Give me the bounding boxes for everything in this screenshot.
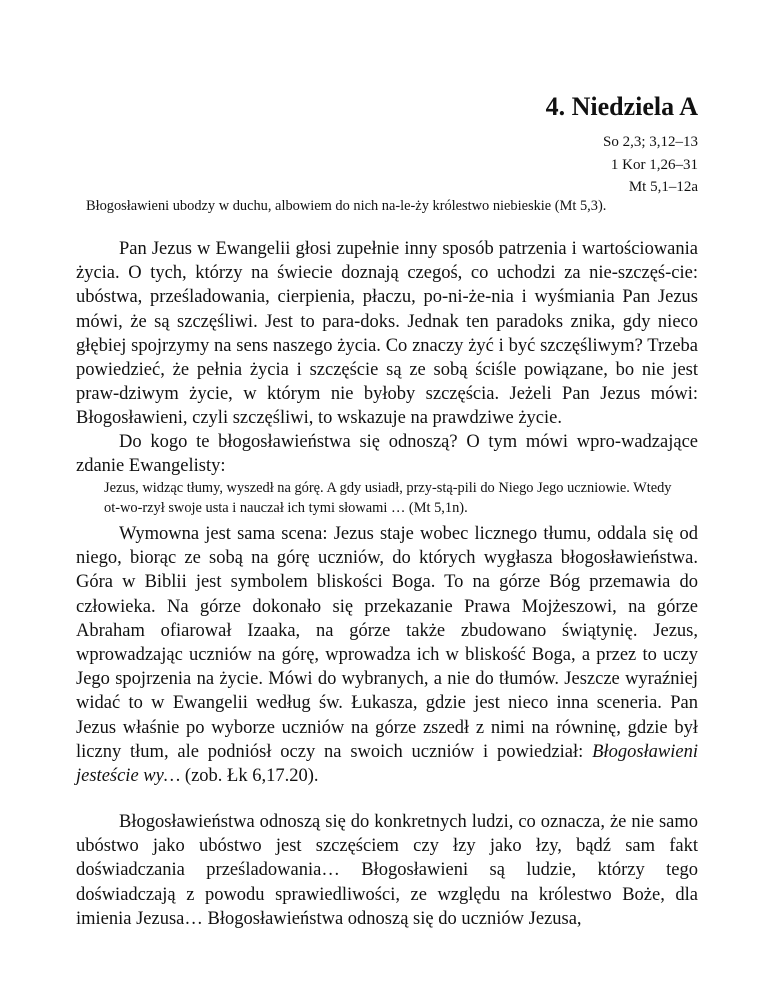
paragraph-3 <box>76 522 698 788</box>
paragraph-3-text: Wymowna jest sama scena: Jezus staje wobec licznego tłumu, oddala się od niego, biorąc ze sobą na górę uczniów, do których wygłasza błogosławieństwa. Góra w Biblii jest symbolem bliskości Boga. To na górze Bóg przemawia do człowieka. Na górze dokonało się przekazanie Prawa Mojżeszowi, na górze Abraham ofiarował Izaaka, na górze także zbudowano świątynię. Jezus, wprowadzając uczniów na górę, wprowadza ich w bliskość Boga, a przez to uczy Jego spojrzenia na życie. Mówi do wybranych, a nie do tłumów. Jeszcze wyraźniej widać to w Ewangelii według św. Łukasza, gdzie jest nieco inna sceneria. Pan Jezus właśnie po wyborze uczniów na górze zszedł z nimi na równinę, gdzie był liczny tłum, ale podniósł oczy na swoich uczniów i powiedział: <box>76 524 698 762</box>
motto-quote: Błogosławieni ubodzy w duchu, albowiem do nich na-le-ży królestwo niebieskie (Mt 5,3). <box>86 198 607 214</box>
paragraph-4 <box>76 810 698 931</box>
paragraph-1-text: Pan Jezus w Ewangelii głosi zupełnie inny sposób patrzenia i wartościowania życia. O tych, którzy na świecie doznają czegoś, co uchodzi za nie-szczęś-cie: ubóstwa, prześladowania, cierpienia, płaczu, po-ni-że-nia i wyśmiania Pan Jezus mówi, że są szczęśliwi. Jest to para-doks. Jednak ten paradoks znika, gdy nieco głębiej spojrzymy na sens naszego życia. Co znaczy żyć i być szczęśliwym? Trzeba powiedzieć, że pełnia życia i szczęście są ze sobą ściśle powiązane, bo nie jest praw-dziwym życie, w którym nie byłoby szczęścia. Jeżeli Pan Jezus mówi: Błogosławieni, czyli szczęśliwi, to wskazuje na prawdziwe życie. <box>76 239 698 429</box>
gospel-quote: Jezus, widząc tłumy, wyszedł na górę. A gdy usiadł, przy-stą-pili do Niego Jego uczniowie. Wtedy ot-wo-rzył swoje usta i nauczał ich tymi słowami … (Mt 5,1n). <box>104 480 672 516</box>
reading-3: Mt 5,1–12a <box>628 179 698 195</box>
scripture-readings <box>603 131 698 199</box>
page-title: 4. Niedziela A <box>545 92 698 121</box>
reading-1: So 2,3; 3,12–13 <box>602 134 698 150</box>
paragraph-4-text: Błogosławieństwa odnoszą się do konkretnych ludzi, co oznacza, że nie samo ubóstwo jako ubóstwo jest szczęściem czy łzy jako łzy, bądź sam fakt doświadczania prześladowania… Błogosławieni są ludzie, którzy tego doświadczają z powodu sprawiedliwości, ze względu na królestwo Boże, dla imienia Jezusa… Błogosławieństwa odnoszą się do uczniów Jezusa, <box>76 812 698 929</box>
paragraph-3-tail: (zob. Łk 6,17.20). <box>180 766 319 787</box>
paragraph-3-italic: Błogosławieni jesteście wy… <box>76 741 698 787</box>
reading-2: 1 Kor 1,26–31 <box>610 156 698 173</box>
paragraph-2 <box>76 430 698 478</box>
paragraph-2-text: Do kogo te błogosławieństwa się odnoszą? O tym mówi wpro-wadzające zdanie Ewangelisty: <box>76 432 698 477</box>
paragraph-1 <box>76 237 698 431</box>
